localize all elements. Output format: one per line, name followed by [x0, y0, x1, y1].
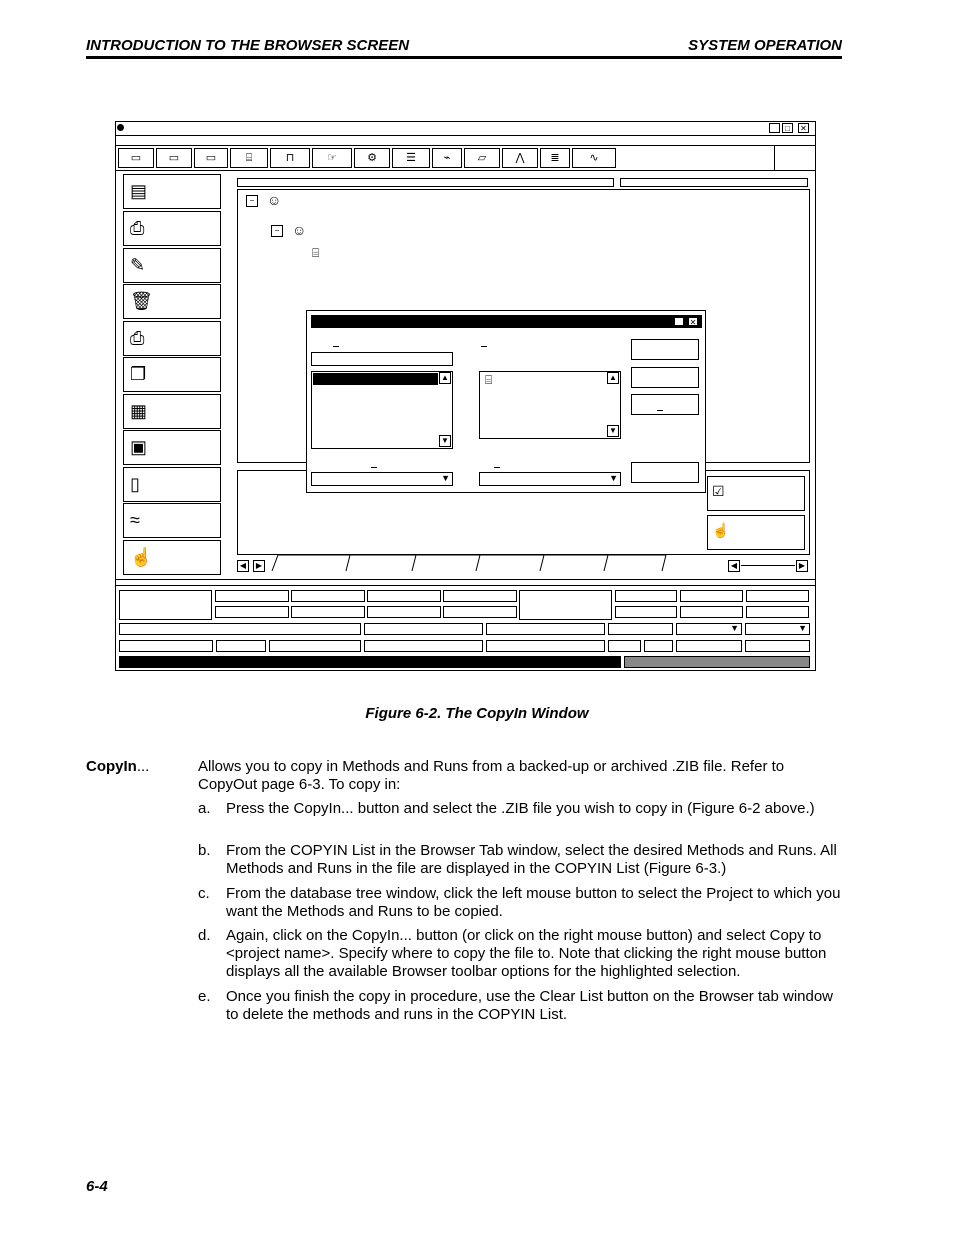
- list-item-text: From the COPYIN List in the Browser Tab window, select the desired Methods and Runs. All Methods and Runs in the file are displayed in the COPYIN List (Figure 6-3.): [226, 842, 837, 877]
- list-icon: ≣: [550, 152, 560, 164]
- hand-action-button[interactable]: [707, 515, 805, 550]
- trace-icon: ∿: [589, 152, 599, 164]
- scroll-up-icon[interactable]: ▲: [607, 372, 619, 384]
- sidebar-chromatogram-button[interactable]: [123, 503, 221, 538]
- chevron-down-icon: ▼: [609, 473, 618, 483]
- method-icon: ▤: [130, 181, 148, 201]
- status-field: [680, 590, 743, 602]
- intro-paragraph: Allows you to copy in Methods and Runs from a backed-up or archived .ZIB file. Refer to CopyOut page 6-3. To copy in:: [198, 758, 785, 793]
- close-icon[interactable]: ✕: [689, 318, 697, 327]
- status-field: [215, 606, 289, 618]
- status-select[interactable]: [745, 623, 810, 635]
- copy-icon: ❐: [130, 364, 147, 384]
- sidebar-browser-button[interactable]: [123, 430, 221, 465]
- status-field: [364, 623, 483, 635]
- trash-icon: 🗑: [130, 291, 153, 311]
- checklist-icon: ☑: [712, 483, 725, 499]
- toolbar-arrow-button[interactable]: [312, 148, 352, 168]
- status-field: [608, 623, 673, 635]
- list-item-text: From the database tree window, click the left mouse button to select the Project to which you want the Methods and Runs to be copied.: [226, 885, 841, 920]
- folder-icon: ⌸: [312, 246, 320, 260]
- sidebar-report-button[interactable]: [123, 467, 221, 502]
- chevron-down-icon: ▼: [730, 623, 739, 633]
- progress-bar: [119, 656, 621, 668]
- arrow-icon: ☞: [327, 152, 337, 164]
- file-type-select[interactable]: [311, 472, 453, 486]
- sidebar-archive-button[interactable]: [123, 394, 221, 429]
- status-field: [119, 640, 213, 652]
- user-icon: ☺: [267, 192, 282, 208]
- toolbar-tray-button[interactable]: [270, 148, 310, 168]
- list-item-text: Press the CopyIn... button and select the .ZIB file you wish to copy in (Figure 6-2 above.): [226, 800, 815, 817]
- toolbar-peaks-button[interactable]: [502, 148, 538, 168]
- toolbar-folder-button[interactable]: [230, 148, 268, 168]
- hscroll-right-icon[interactable]: ▶: [796, 560, 808, 572]
- tab-strip[interactable]: [270, 553, 670, 573]
- minimize-icon[interactable]: _: [674, 317, 684, 326]
- dialog-ok-button[interactable]: [631, 339, 699, 360]
- browser-icon: ▣: [130, 437, 148, 457]
- status-field: [367, 590, 441, 602]
- close-icon[interactable]: ✕: [798, 123, 809, 133]
- status-field: [119, 623, 361, 635]
- new-icon: ▭: [130, 152, 142, 164]
- sidebar-edit-button[interactable]: [123, 248, 221, 283]
- running-header-left: INTRODUCTION TO THE BROWSER SCREEN: [86, 37, 410, 54]
- chevron-down-icon: ▼: [798, 623, 807, 633]
- status-field: [486, 640, 605, 652]
- status-box: [519, 590, 612, 620]
- hand-icon: ☝: [130, 547, 153, 567]
- sidebar-instrument-button[interactable]: [123, 211, 221, 246]
- page-icon: ▱: [477, 152, 487, 164]
- print-icon: ⎙: [130, 328, 145, 348]
- list-item-key: c.: [198, 885, 210, 902]
- status-field: [291, 606, 365, 618]
- status-field: [215, 590, 289, 602]
- check-list-button[interactable]: [707, 476, 805, 511]
- term-label: [86, 758, 149, 776]
- drive-select[interactable]: [479, 472, 621, 486]
- status-field: [615, 590, 677, 602]
- term-suffix: ...: [136, 758, 150, 775]
- dialog-help-button[interactable]: [631, 394, 699, 415]
- scroll-down-icon[interactable]: ▼: [607, 425, 619, 437]
- sidebar-print-button[interactable]: [123, 321, 221, 356]
- toolbar-open-button[interactable]: [156, 148, 192, 168]
- status-field: [746, 590, 809, 602]
- chromatogram-icon: ≈: [130, 510, 140, 530]
- archive-icon: ▦: [130, 401, 148, 421]
- tab-scroll-left-icon[interactable]: ◀: [237, 560, 249, 572]
- collapse-icon[interactable]: −: [246, 195, 258, 207]
- save-icon: ▭: [205, 152, 217, 164]
- tree-header-bar: [237, 178, 614, 187]
- status-field: [746, 606, 809, 618]
- tray-icon: ⊓: [285, 152, 295, 164]
- running-header-right: SYSTEM OPERATION: [688, 37, 842, 54]
- toolbar-signal-button[interactable]: [432, 148, 462, 168]
- scroll-down-icon[interactable]: ▼: [439, 435, 451, 447]
- status-field: [367, 606, 441, 618]
- copyin-dialog-title-bar: [311, 315, 702, 328]
- toolbar-gear-button[interactable]: [354, 148, 390, 168]
- peaks-icon: ⋀: [515, 152, 525, 164]
- header-rule: [86, 56, 842, 59]
- chevron-down-icon: ▼: [441, 473, 450, 483]
- sidebar-method-button[interactable]: [123, 174, 221, 209]
- list-item-text: Once you finish the copy in procedure, use the Clear List button on the Browser tab window to delete the methods and runs in the COPYIN List.: [226, 988, 834, 1023]
- status-field: [615, 606, 677, 618]
- toolbar-list-button[interactable]: [540, 148, 570, 168]
- user-icon: ☺: [292, 222, 307, 238]
- layout-icon: ☰: [406, 152, 416, 164]
- collapse-icon[interactable]: −: [271, 225, 283, 237]
- sidebar-hand-button[interactable]: [123, 540, 221, 575]
- edit-icon: ✎: [130, 255, 146, 275]
- status-select[interactable]: [676, 623, 742, 635]
- status-field: [291, 590, 365, 602]
- message-bar: [624, 656, 810, 668]
- status-field: [644, 640, 673, 652]
- status-field: [443, 606, 517, 618]
- status-field: [486, 623, 605, 635]
- list-item-text: Again, click on the CopyIn... button (or click on the right mouse button) and select Copy to <project name>. Specify where to copy the file to. Note that clicking the right mouse button displays all the available Browser toolbar options for the highlighted selection.: [226, 927, 827, 980]
- minimize-icon[interactable]: _: [769, 123, 780, 133]
- figure-caption: Figure 6-2. The CopyIn Window: [365, 705, 589, 722]
- status-box: [119, 590, 212, 620]
- list-item-key: d.: [198, 927, 211, 944]
- status-field: [745, 640, 810, 652]
- directory-list[interactable]: [479, 371, 621, 439]
- page-number: 6-4: [86, 1178, 108, 1195]
- scroll-up-icon[interactable]: ▲: [439, 372, 451, 384]
- window-menu-dot[interactable]: [117, 124, 124, 131]
- filename-input[interactable]: [311, 352, 453, 366]
- status-field: [608, 640, 641, 652]
- status-field: [676, 640, 742, 652]
- hscroll-left-icon[interactable]: ◀: [728, 560, 740, 572]
- dialog-network-button[interactable]: [631, 462, 699, 483]
- toolbar-new-button[interactable]: [118, 148, 154, 168]
- tab-scroll-right-icon[interactable]: ▶: [253, 560, 265, 572]
- window-title-bar: [115, 121, 816, 136]
- selected-file-row[interactable]: [313, 373, 438, 385]
- maximize-icon[interactable]: □: [782, 123, 793, 133]
- list-item-key: a.: [198, 800, 211, 817]
- status-field: [443, 590, 517, 602]
- toolbar-page-button[interactable]: [464, 148, 500, 168]
- toolbar-layout-button[interactable]: [392, 148, 430, 168]
- instrument-icon: ⎙: [130, 218, 145, 238]
- toolbar-trace-button[interactable]: [572, 148, 616, 168]
- sidebar-copy-button[interactable]: [123, 357, 221, 392]
- status-field: [680, 606, 743, 618]
- list-item-key: e.: [198, 988, 211, 1005]
- detail-header-bar: [620, 178, 808, 187]
- dialog-cancel-button[interactable]: [631, 367, 699, 388]
- folder-icon: ⌸: [485, 373, 493, 387]
- gear-icon: ⚙: [367, 152, 377, 164]
- term: CopyIn: [86, 758, 137, 775]
- sidebar-trash-button[interactable]: [123, 284, 221, 319]
- status-field: [364, 640, 483, 652]
- hand-icon: ☝: [712, 522, 730, 538]
- status-field: [216, 640, 266, 652]
- status-field: [269, 640, 361, 652]
- report-icon: ▯: [130, 474, 140, 494]
- signal-icon: ⌁: [443, 152, 451, 164]
- toolbar-save-button[interactable]: [194, 148, 228, 168]
- folder-icon: ⌸: [245, 152, 253, 164]
- open-icon: ▭: [168, 152, 180, 164]
- list-item-key: b.: [198, 842, 211, 859]
